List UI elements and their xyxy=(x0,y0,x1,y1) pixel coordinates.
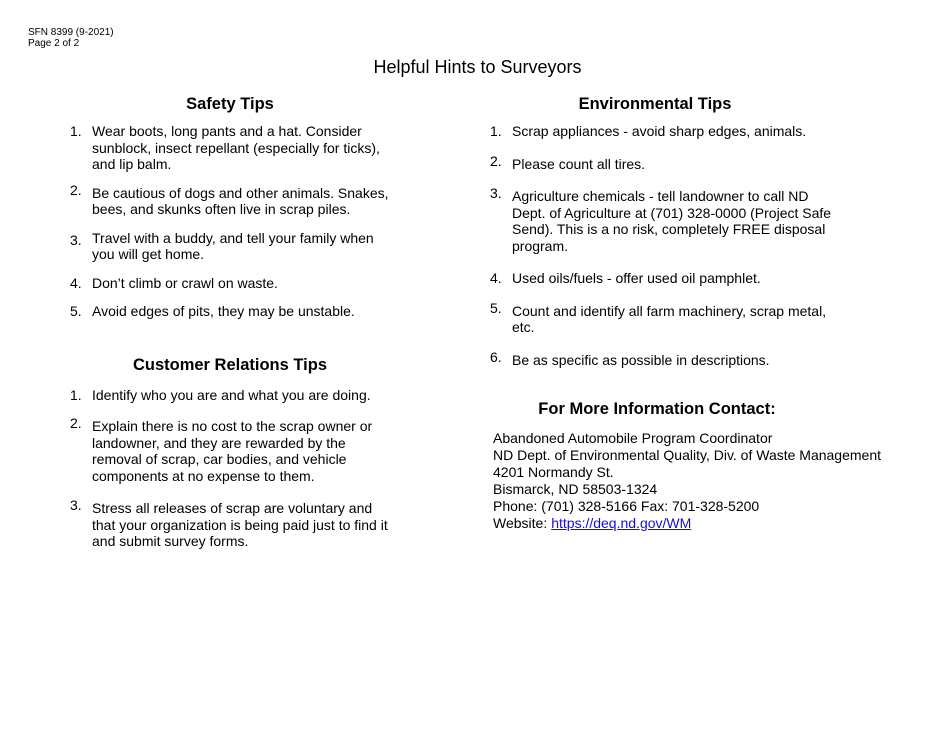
contact-street: 4201 Normandy St. xyxy=(493,464,614,480)
contact-title: Abandoned Automobile Program Coordinator xyxy=(493,430,773,446)
list-number: 4. xyxy=(70,274,82,291)
page-label: Page 2 of 2 xyxy=(28,38,80,49)
list-text: Agriculture chemicals - tell landowner to call ND Dept. of Agriculture at (701) 328-0000 (Project Safe Send). This is a no risk, completely FREE disposal program. xyxy=(512,188,832,254)
list-item xyxy=(70,123,390,173)
list-number: 4. xyxy=(490,270,502,286)
list-number: 5. xyxy=(490,299,502,316)
left-column xyxy=(70,94,390,550)
list-item xyxy=(490,270,850,287)
list-number: 1. xyxy=(490,123,502,139)
list-text: Don’t climb or crawl on waste. xyxy=(92,274,278,291)
list-text: Scrap appliances - avoid sharp edges, animals. xyxy=(512,123,807,139)
environmental-tips-list xyxy=(490,123,850,368)
list-text: Be as specific as possible in descriptions. xyxy=(512,351,770,368)
safety-tips-heading: Safety Tips xyxy=(186,95,274,113)
list-item xyxy=(490,185,832,254)
safety-tips-list xyxy=(70,123,390,320)
list-text: Identify who you are and what you are doing. xyxy=(92,386,371,403)
customer-relations-heading: Customer Relations Tips xyxy=(132,355,328,374)
page-title: Helpful Hints to Surveyors xyxy=(373,57,582,77)
list-number: 3. xyxy=(490,185,502,201)
list-item xyxy=(70,303,390,320)
list-text: Stress all releases of scrap are voluntary and that your organization is being paid just to find it and submit survey forms. xyxy=(92,500,388,549)
list-number: 3. xyxy=(70,497,82,513)
form-number: SFN 8399 (9-2021) xyxy=(28,27,114,38)
website-link[interactable]: https://deq.nd.gov/WM xyxy=(551,515,692,531)
list-text: Wear boots, long pants and a hat. Consider sunblock, insect repellant (especially for ticks), and lip balm. xyxy=(92,123,380,172)
list-text: Please count all tires. xyxy=(512,155,646,172)
list-item xyxy=(70,497,390,550)
list-text: Travel with a buddy, and tell your family when you will get home. xyxy=(92,229,374,262)
list-item xyxy=(70,181,390,218)
list-text: Be cautious of dogs and other animals. Snakes, bees, and skunks often live in scrap piles. xyxy=(92,184,389,217)
list-text: Explain there is no cost to the scrap owner or landowner, and they are rewarded by the removal of scrap, car bodies, and vehicle components at no expense to them. xyxy=(92,418,373,484)
list-item xyxy=(70,275,390,292)
customer-relations-list xyxy=(70,387,390,550)
list-number: 1. xyxy=(70,386,82,403)
form-identifier xyxy=(28,27,114,49)
list-number: 1. xyxy=(70,123,82,139)
contact-city: Bismarck, ND 58503-1324 xyxy=(493,481,658,497)
list-item xyxy=(70,415,390,484)
list-item xyxy=(70,230,390,263)
list-item xyxy=(490,348,850,369)
list-number: 2. xyxy=(70,181,82,198)
contact-block xyxy=(490,430,910,532)
contact-department: ND Dept. of Environmental Quality, Div. of Waste Management xyxy=(493,447,882,463)
right-column xyxy=(490,94,910,532)
list-item xyxy=(70,387,390,404)
contact-phone-fax: Phone: (701) 328-5166 Fax: 701-328-5200 xyxy=(493,498,760,514)
contact-website-row xyxy=(493,515,910,532)
list-item xyxy=(490,299,850,336)
list-number: 2. xyxy=(490,152,502,169)
list-item xyxy=(490,123,850,140)
list-number: 6. xyxy=(490,348,502,365)
contact-heading: For More Information Contact: xyxy=(538,400,776,418)
website-label: Website: xyxy=(493,515,548,531)
list-text: Used oils/fuels - offer used oil pamphlet. xyxy=(512,270,761,286)
list-item xyxy=(490,152,850,173)
list-text: Avoid edges of pits, they may be unstable. xyxy=(92,303,355,319)
environmental-tips-heading: Environmental Tips xyxy=(578,95,732,113)
list-number: 2. xyxy=(70,415,82,431)
list-text: Count and identify all farm machinery, scrap metal, etc. xyxy=(512,302,827,335)
list-number: 3. xyxy=(70,231,82,248)
list-number: 5. xyxy=(70,303,82,319)
